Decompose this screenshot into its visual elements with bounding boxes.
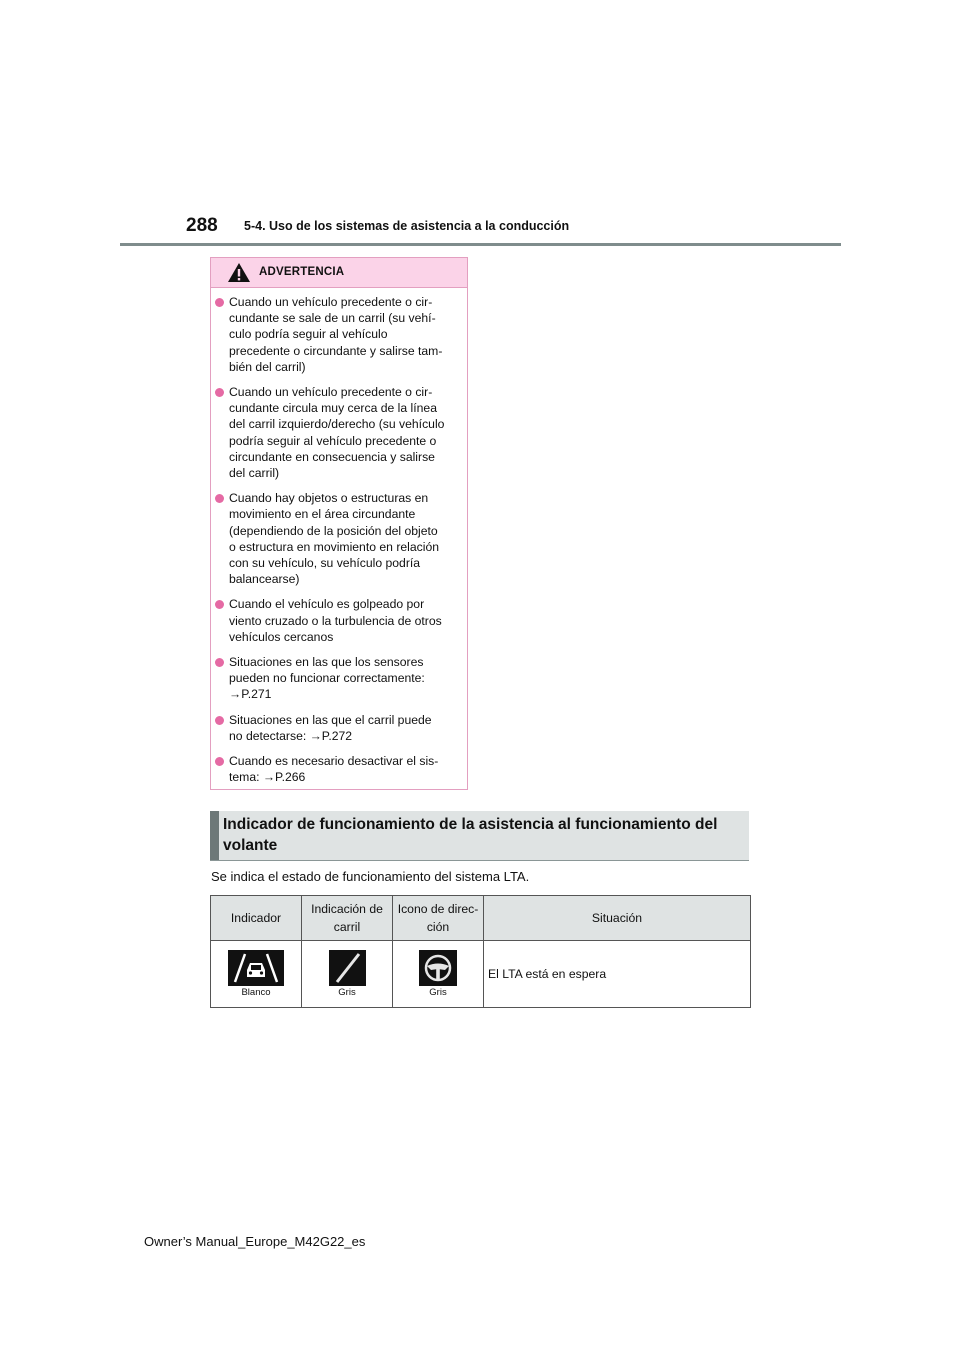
- bullet-icon: [215, 757, 224, 766]
- subsection-heading: [210, 811, 749, 861]
- warning-triangle-icon: [227, 262, 251, 283]
- status-table: [210, 895, 751, 1008]
- warning-item-text: Situaciones en las que el carril puede no detectarse: →P.272: [229, 712, 432, 743]
- subsection-title: Indicador de funcionamiento de la asistencia al funcionamiento del volante: [223, 816, 718, 854]
- lane-color-label: Gris: [338, 987, 356, 998]
- steering-color-label: Gris: [429, 987, 447, 998]
- indicator-color-label: Blanco: [241, 987, 271, 998]
- bullet-icon: [215, 716, 224, 725]
- warning-list: [211, 288, 467, 785]
- intro-text: Se indica el estado de funcionamiento del sistema LTA.: [211, 869, 530, 884]
- subsection-bar: [210, 811, 219, 860]
- bullet-icon: [215, 494, 224, 503]
- bullet-icon: [215, 298, 224, 307]
- warning-item: [215, 294, 459, 375]
- warning-item-text: Situaciones en las que los sensores pueden no funcionar correctamente: →P.271: [229, 655, 425, 702]
- warning-item: [215, 490, 459, 587]
- warning-item: [215, 654, 459, 703]
- footer: Owner’s Manual_Europe_M42G22_es: [144, 1234, 366, 1249]
- warning-item: [215, 712, 459, 744]
- warning-title: ADVERTENCIA: [259, 266, 345, 278]
- warning-item-text: Cuando es necesario desactivar el sis- tema: →P.266: [229, 754, 439, 785]
- column-header-situation: Situación: [484, 896, 751, 941]
- warning-item-text: Cuando el vehículo es golpeado por viento cruzado o la turbulencia de otros vehículos cercanos: [229, 597, 442, 644]
- lane-assist-indicator-icon: [228, 950, 284, 986]
- bullet-icon: [215, 658, 224, 667]
- warning-item: [215, 596, 459, 645]
- section-title: 5-4. Uso de los sistemas de asistencia a la conducción: [244, 219, 570, 233]
- bullet-icon: [215, 388, 224, 397]
- lane-line-icon: [329, 950, 366, 986]
- header-rule: [120, 243, 841, 246]
- column-header-steering: Icono de direc- ción: [393, 896, 484, 941]
- warning-item: [215, 753, 459, 785]
- indicator-cell: [211, 941, 302, 1008]
- steering-wheel-icon: [419, 950, 457, 986]
- table-row: [211, 941, 751, 1008]
- steering-icon-cell: [393, 941, 484, 1008]
- table-header-row: [211, 896, 751, 941]
- warning-item: [215, 384, 459, 481]
- warning-item-text: Cuando hay objetos o estructuras en movimiento en el área circundante (dependiendo de la posición del objeto o estructura en movimiento en relación con su vehículo, su vehículo podría balancearse): [229, 491, 440, 587]
- column-header-indicator: Indicador: [211, 896, 302, 941]
- warning-box: [210, 257, 468, 790]
- column-header-lane: Indicación de carril: [302, 896, 393, 941]
- warning-item-text: Cuando un vehículo precedente o cir- cundante circula muy cerca de la línea del carril izquierdo/derecho (su vehículo podría seguir al vehículo precedente o circundante en consecuencia y salirse del carril): [229, 385, 445, 481]
- warning-item-text: Cuando un vehículo precedente o cir- cundante se sale de un carril (su vehí- culo podría seguir al vehículo precedente o circundante y salirse tam- bién del carril): [229, 295, 443, 374]
- page-number: 288: [186, 215, 218, 236]
- situation-cell: El LTA está en espera: [484, 941, 751, 1008]
- bullet-icon: [215, 600, 224, 609]
- warning-header: [211, 258, 467, 288]
- lane-display-cell: [302, 941, 393, 1008]
